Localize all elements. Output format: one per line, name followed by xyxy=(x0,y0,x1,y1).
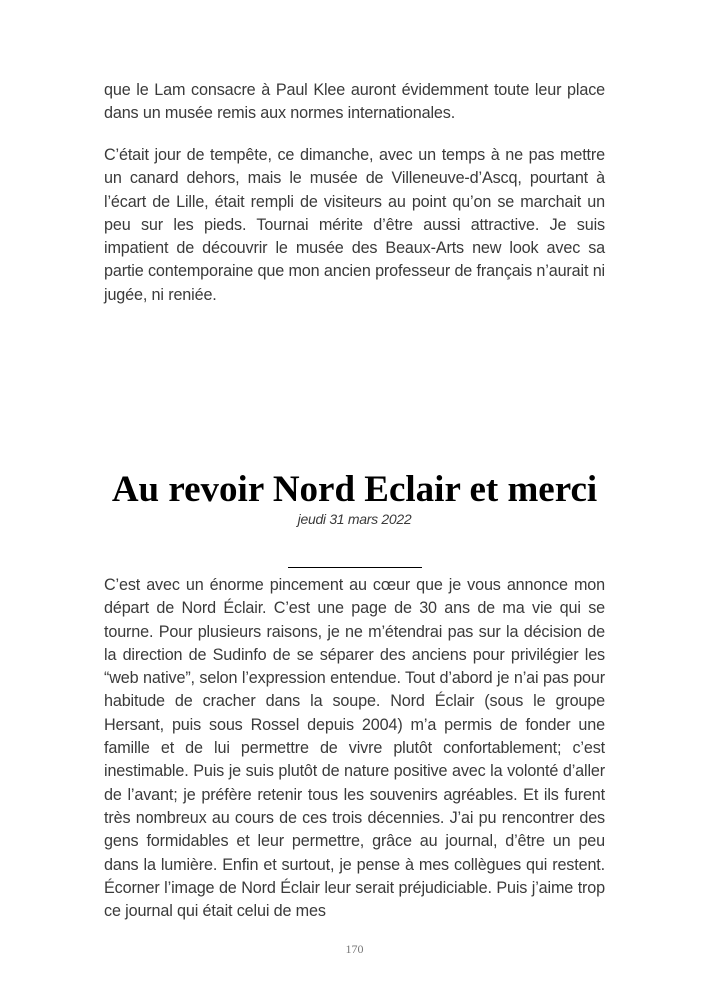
article-body-paragraph: C’est avec un énorme pincement au cœur que je vous annonce mon départ de Nord Éclair. C’est une page de 30 ans de ma vie qui se tourne. Pour plusieurs raisons, je ne m’étendrai pas sur la décision de la direction de Sudinfo de se séparer des anciens pour privilégier les “web native”, selon l’expression entendue. Tout d’abord je n’ai pas pour habitude de cracher dans la soupe. Nord Éclair (sous le groupe Hersant, puis sous Rossel depuis 2004) m’a permis de fonder une famille et de lui permettre de vivre plutôt confortablement; c’est inestimable. Puis je suis plutôt de nature positive avec la volonté d’aller de l’avant; je préfère retenir tous les souvenirs agréables. Et ils furent très nombreux au cours de ces trois décennies. J’ai pu rencontrer des gens formidables et leur permettre, grâce au journal, d’être un peu dans la lumière. Enfin et surtout, je pense à mes collègues qui restent. Écorner l’image de Nord Éclair leur serait préjudiciable. Puis j’aime trop ce journal qui était celui de mes xyxy=(104,576,605,921)
article-date: jeudi 31 mars 2022 xyxy=(297,511,412,527)
previous-article-paragraph: C’était jour de tempête, ce dimanche, avec un temps à ne pas mettre un canard dehors, mais le musée de Villeneuve-d’Ascq, pourtant à l’écart de Lille, était rempli de visiteurs au point qu’on se marchait un peu sur les pieds. Tournai mérite d’être aussi attractive. Je suis impatient de découvrir le musée des Beaux-Arts new look avec sa partie contemporaine que mon ancien professeur de français n’aurait ni jugée, ni reniée. xyxy=(104,146,605,304)
previous-article-paragraph: que le Lam consacre à Paul Klee auront évidemment toute leur place dans un musée remis aux normes internationales. xyxy=(104,81,605,123)
article-title: Au revoir Nord Eclair et merci xyxy=(111,469,598,510)
title-separator-line xyxy=(288,567,422,568)
page-number: 170 xyxy=(345,942,364,956)
